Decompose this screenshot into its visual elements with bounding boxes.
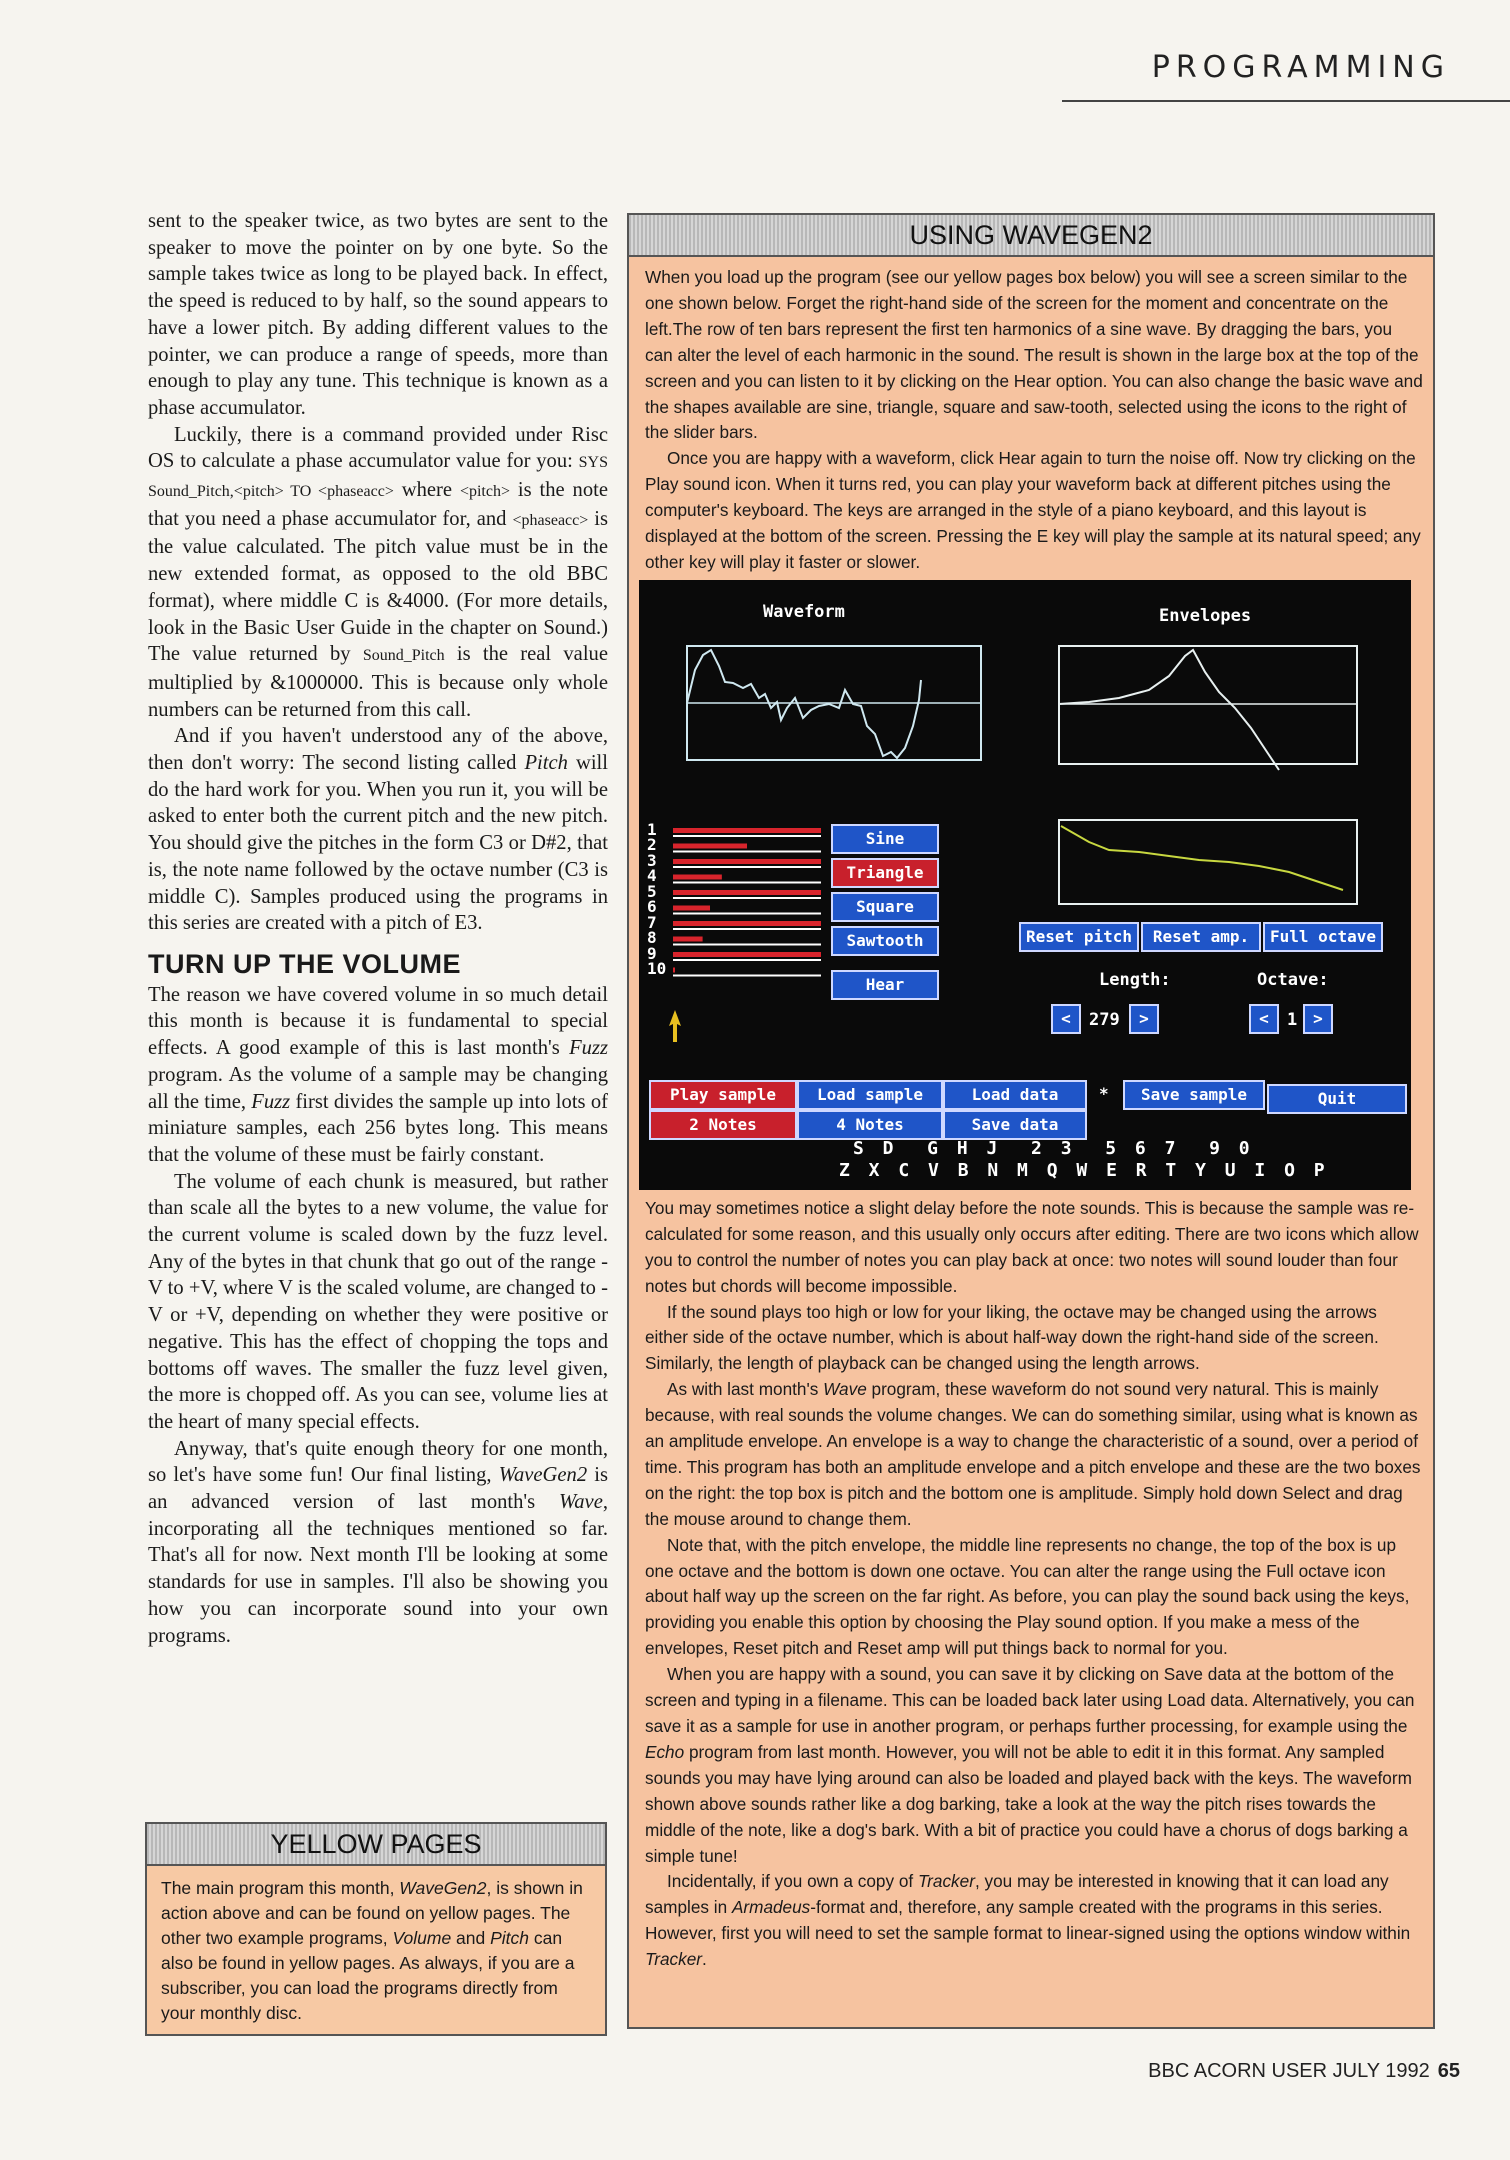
text: -format and, therefore, any sample created with the programs in this series. However, first you will need to set the sample format to linear-signed using the options window within bbox=[645, 1897, 1411, 1944]
octave-value: 1 bbox=[1287, 1009, 1298, 1030]
text: is the note that you need a phase accumulator for, and bbox=[148, 479, 609, 530]
code: <pitch> bbox=[459, 483, 510, 501]
text: The reason we have covered volume in so much detail this month is because it is fundamental to special effects. A good example of this is last month's bbox=[148, 983, 608, 1060]
harmonic-bar-7[interactable] bbox=[673, 921, 821, 926]
harmonic-bar-6[interactable] bbox=[673, 905, 710, 910]
text: And if you haven't understood any of the above, then don't worry: The second listing called bbox=[148, 725, 608, 775]
star-icon: * bbox=[1099, 1083, 1109, 1103]
emphasis: Echo bbox=[645, 1741, 685, 1762]
emphasis: Volume bbox=[392, 1928, 452, 1948]
play-sample-button[interactable]: Play sample bbox=[649, 1080, 797, 1110]
text: is the value calculated. The pitch value must be in the new extended format, as opposed to the old BBC format), where middle C is &4000. (For more details, look in the Basic User Guide in the chapter on Sound.) The value returned by bbox=[148, 507, 608, 666]
yellow-pages-text bbox=[147, 1866, 605, 2036]
harmonic-bar-8[interactable] bbox=[673, 936, 703, 941]
emphasis: Tracker bbox=[917, 1871, 975, 1892]
harmonic-bar-4[interactable] bbox=[673, 874, 722, 879]
page-number: 65 bbox=[1437, 2060, 1460, 2082]
emphasis: Wave bbox=[823, 1379, 867, 1400]
text: first divides the sample up into lots of miniature samples, each 256 bytes long. This means that the volume of these must be fairly constant. bbox=[148, 1090, 608, 1166]
amplitude-envelope-box bbox=[1059, 820, 1357, 904]
wavegen-intro bbox=[629, 257, 1433, 576]
emphasis: Armadeus bbox=[731, 1897, 811, 1918]
triangle-button[interactable]: Triangle bbox=[831, 858, 939, 888]
text: will do the hard work for you. When you run it, you will be asked to enter both the current pitch and the new pitch. You should give the pitches in the form C3 or D#2, that is, the note name followed by the octave number (C3 is middle C). Samples produced using the programs in this series are created with a pitch of E3. bbox=[148, 752, 608, 935]
harmonic-bar-5[interactable] bbox=[673, 890, 821, 895]
text: When you are happy with a sound, you can save it by clicking on Save data at the bottom of the screen and typing in a filename. This can be loaded back later using Load data. Alternatively, you can save it as a sample for use in another program, or perhaps further processing, for example using the bbox=[645, 1664, 1415, 1736]
section-rule bbox=[1062, 100, 1510, 102]
harmonic-number: 2 bbox=[647, 835, 657, 855]
text: Luckily, there is a command provided under Risc OS to calculate a phase accumulator value for you: bbox=[148, 423, 608, 473]
paragraph: Note that, with the pitch envelope, the middle line represents no change, the top of the box is up one octave and the bottom is down one octave. You can alter the range using the Full octave icon about half way up the screen on the far right. As before, you can play the sound back using the keys, providing you enable this option by choosing the Play sound option. If you make a mess of the envelopes, Reset pitch and Reset amp will put things back to normal for you. bbox=[645, 1534, 1410, 1659]
hear-button[interactable]: Hear bbox=[831, 970, 939, 1000]
yellow-pages-box bbox=[145, 1822, 607, 2036]
mouse-pointer-icon bbox=[669, 1010, 681, 1042]
paragraph: Once you are happy with a waveform, click Hear again to turn the noise off. Now try clicking on the Play sound icon. When it turns red, you can play your waveform back at different pitches using the computer's keyboard. The keys are arranged in the style of a piano keyboard, and this layout is displayed at the bottom of the screen. Pressing the E key will play the sample at its natural speed; any other key will play it faster or slower. bbox=[645, 448, 1421, 572]
left-column bbox=[148, 208, 608, 1649]
reset-amp-button[interactable]: Reset amp. bbox=[1141, 922, 1261, 952]
emphasis: WaveGen2 bbox=[399, 1878, 487, 1898]
two-notes-button[interactable]: 2 Notes bbox=[649, 1110, 797, 1140]
paragraph bbox=[148, 723, 608, 937]
text: As with last month's bbox=[667, 1379, 824, 1400]
paragraph: sent to the speaker twice, as two bytes are sent to the speaker to move the pointer on by one byte. So the sample takes twice as long to be played back. In effect, the speed is reduced to by half, so the sound appears to have a lower pitch. By adding different values to the pointer, we can produce a range of speeds, more than enough to play any tune. This technique is known as a phase accumulator. bbox=[148, 210, 608, 419]
paragraph bbox=[645, 1869, 1423, 1973]
waveform-trace bbox=[687, 650, 921, 758]
full-octave-button[interactable]: Full octave bbox=[1263, 922, 1383, 952]
paragraph bbox=[148, 982, 608, 1169]
reset-pitch-button[interactable]: Reset pitch bbox=[1019, 922, 1139, 952]
paragraph bbox=[148, 1436, 608, 1650]
harmonic-number: 5 bbox=[647, 881, 657, 901]
harmonic-number: 1 bbox=[647, 819, 657, 839]
harmonic-number: 8 bbox=[647, 928, 657, 948]
text: . bbox=[701, 1949, 707, 1970]
paragraph: If the sound plays too high or low for your liking, the octave may be changed using the arrows either side of the octave number, which is about half-way down the right-hand side of the screen. Similarly, the length of playback can be changed using the length arrows. bbox=[645, 1301, 1379, 1374]
section-title: PROGRAMMING bbox=[1151, 50, 1450, 85]
harmonic-bar-2[interactable] bbox=[673, 843, 747, 848]
code: Sound_Pitch bbox=[362, 647, 445, 665]
harmonic-number: 7 bbox=[647, 912, 657, 932]
text: Incidentally, if you own a copy of bbox=[667, 1871, 918, 1892]
code: SYS Sound_Pitch,<pitch> TO <phaseacc> bbox=[148, 454, 608, 501]
wavegen-body bbox=[629, 1196, 1433, 1973]
magazine-issue: BBC ACORN USER JULY 1992 bbox=[1148, 2060, 1430, 2082]
wavegen-box bbox=[627, 213, 1435, 2029]
emphasis: Wave bbox=[559, 1491, 603, 1514]
paragraph: The volume of each chunk is measured, but rather than scale all the bytes to a new volume, the value for the current volume is scaled down by the fuzz level. Any of the bytes in that chunk that go out of the range -V to +V, where V is the scaled volume, are changed to -V or +V, depending on whether they were positive or negative. This has the effect of chopping the tops and bottoms off waves. The smaller the fuzz level given, the more is chopped off. As you can see, volume lies at the heart of many special effects. bbox=[148, 1170, 608, 1433]
wavegen-title: USING WAVEGEN2 bbox=[629, 215, 1433, 257]
save-data-button[interactable]: Save data bbox=[943, 1110, 1087, 1140]
length-label: Length: bbox=[1099, 969, 1171, 990]
text: program. As the volume of a sample may be changing all the time, bbox=[148, 1063, 608, 1113]
text: , you may be interested in knowing that it can load any samples in bbox=[645, 1871, 1389, 1918]
text: where bbox=[393, 479, 460, 502]
length-value: 279 bbox=[1089, 1009, 1120, 1030]
amplitude-envelope-trace bbox=[1061, 826, 1343, 890]
text: , incorporating all the techniques mentioned so far. That's all for now. Next month I'll be looking at some standards for use in samples. I'll also be showing you how you can incorporate sound into your own programs. bbox=[148, 1491, 608, 1647]
text: and bbox=[451, 1928, 491, 1948]
yellow-pages-title: YELLOW PAGES bbox=[147, 1824, 605, 1866]
length-decrease-button[interactable]: < bbox=[1051, 1004, 1081, 1034]
text: is the real value multiplied by &1000000. This is because only whole numbers can be returned from this call. bbox=[148, 643, 608, 721]
wavegen-screenshot bbox=[639, 580, 1411, 1190]
four-notes-button[interactable]: 4 Notes bbox=[797, 1110, 943, 1140]
load-data-button[interactable]: Load data bbox=[943, 1080, 1087, 1110]
square-button[interactable]: Square bbox=[831, 892, 939, 922]
emphasis: Fuzz bbox=[251, 1090, 291, 1113]
harmonic-bar-3[interactable] bbox=[673, 859, 821, 864]
text: program, these waveform do not sound very natural. This is mainly because, with real sounds the volume changes. We can do something similar, using what is known as an amplitude envelope. An envelope is a way to change the characteristic of a sound, over a period of time. This program has both an amplitude envelope and a pitch envelope and these are the two boxes on the right: the top box is pitch and the bottom one is amplitude. Simply hold down Select and drag the mouse around to change them. bbox=[645, 1379, 1421, 1529]
harmonic-bar-9[interactable] bbox=[673, 952, 821, 957]
text: The main program this month, bbox=[161, 1878, 400, 1898]
paragraph: When you load up the program (see our yellow pages box below) you will see a screen similar to the one shown below. Forget the right-hand side of the screen for the moment and concentrate on the left.The row of ten bars represent the first ten harmonics of a sine wave. By dragging the bars, you can alter the level of each harmonic in the sound. The result is shown in the large box at the top of the screen and you can listen to it by clicking on the Hear option. You can also change the basic wave and the shapes available are sine, triangle, square and saw-tooth, selected using the icons to the right of the slider bars. bbox=[645, 267, 1423, 443]
harmonic-bar-10[interactable] bbox=[673, 967, 675, 972]
paragraph bbox=[645, 1662, 1423, 1869]
harmonic-number: 10 bbox=[647, 959, 667, 979]
harmonic-number: 3 bbox=[647, 850, 657, 870]
emphasis: Tracker bbox=[645, 1949, 702, 1970]
sawtooth-button[interactable]: Sawtooth bbox=[831, 926, 939, 956]
harmonic-bar-1[interactable] bbox=[673, 828, 821, 833]
text: , is shown in action above and can be found on yellow pages. The other two example programs, bbox=[161, 1878, 583, 1948]
envelopes-label: Envelopes bbox=[1159, 605, 1252, 626]
emphasis: Pitch bbox=[490, 1928, 530, 1948]
text: is an advanced version of last month's bbox=[148, 1464, 609, 1514]
emphasis: Pitch bbox=[524, 752, 568, 775]
octave-decrease-button[interactable]: < bbox=[1249, 1004, 1279, 1034]
sine-button[interactable]: Sine bbox=[831, 824, 939, 854]
text: can also be found in yellow pages. As always, if you are a subscriber, you can load the programs directly from your monthly disc. bbox=[161, 1928, 575, 2023]
harmonic-number: 9 bbox=[647, 943, 657, 963]
emphasis: Fuzz bbox=[569, 1037, 608, 1060]
keyboard-top-row: S D G H J 2 3 5 6 7 9 0 bbox=[853, 1137, 1254, 1159]
save-sample-button[interactable]: Save sample bbox=[1123, 1080, 1265, 1110]
quit-button[interactable]: Quit bbox=[1267, 1084, 1407, 1114]
code: <phaseacc> bbox=[512, 511, 589, 529]
waveform-label: Waveform bbox=[763, 601, 845, 622]
harmonic-number: 6 bbox=[647, 897, 657, 917]
keyboard-bottom-row: Z X C V B N M Q W E R T Y U I O P bbox=[839, 1159, 1329, 1181]
load-sample-button[interactable]: Load sample bbox=[797, 1080, 943, 1110]
paragraph bbox=[148, 422, 608, 724]
text: Anyway, that's quite enough theory for one month, so let's have some fun! Our final listing, bbox=[148, 1437, 608, 1487]
emphasis: WaveGen2 bbox=[498, 1464, 588, 1487]
octave-increase-button[interactable]: > bbox=[1303, 1004, 1333, 1034]
length-increase-button[interactable]: > bbox=[1129, 1004, 1159, 1034]
harmonic-number: 4 bbox=[647, 866, 657, 886]
subheading: TURN UP THE VOLUME bbox=[148, 948, 462, 979]
octave-label: Octave: bbox=[1257, 969, 1329, 990]
paragraph: You may sometimes notice a slight delay before the note sounds. This is because the sample was re-calculated for some reason, and this usually only occurs after editing. There are two icons which allow you to control the number of notes you can play back at once: two notes will sound louder than four notes but chords will become impossible. bbox=[645, 1197, 1419, 1296]
pitch-envelope-trace bbox=[1059, 650, 1279, 770]
text: program from last month. However, you will not be able to edit it in this format. Any sampled sounds you may have lying around can also be loaded and played back with the keys. The waveform shown above sounds rather like a dog barking, take a look at the way the pitch rises towards the middle of the note, like a dog's bark. With a bit of practice you could have a chorus of dogs barking a simple tune! bbox=[645, 1741, 1412, 1866]
paragraph bbox=[645, 1377, 1423, 1532]
page-footer bbox=[1148, 2060, 1460, 2083]
pitch-envelope-box bbox=[1059, 646, 1357, 764]
